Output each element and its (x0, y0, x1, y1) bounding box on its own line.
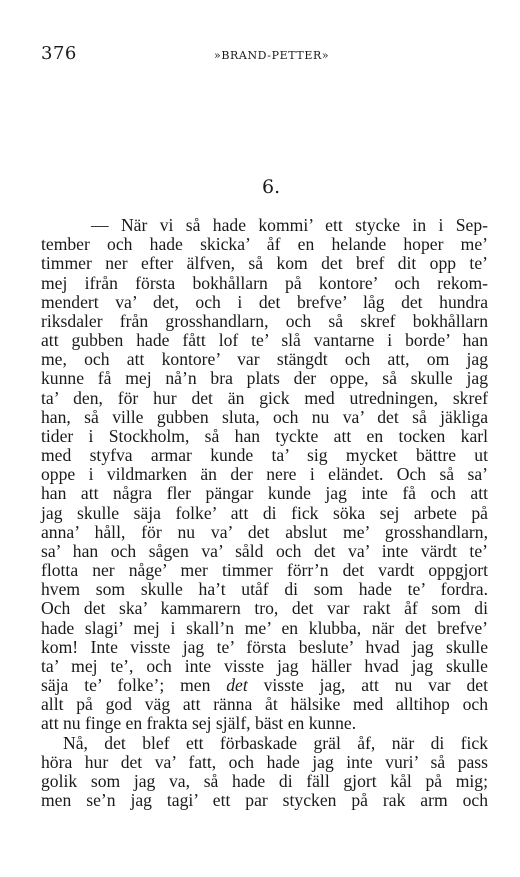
text-line: höra hur det va’ fatt, och hade jag inte vuri’ så pass (41, 751, 488, 772)
body-text (41, 216, 488, 810)
text-line: sa’ han och sågen va’ såld och det va’ inte värdt te’ (41, 540, 488, 561)
text-line: mej ifrån första bokhållarn på kontore’ och rekom- (41, 272, 488, 293)
text-line: timmer ner efter älfven, så kom det bref dit opp te’ (41, 253, 488, 274)
text-line: att gubben hade fått lof te’ slå vantarne i borde’ han (41, 330, 488, 351)
text-line: Nå, det blef ett förbaskade gräl åf, när di fick (63, 732, 488, 753)
text-line: kom! Inte visste jag te’ första beslute’ hvad jag skulle (41, 636, 488, 657)
page-number: 376 (41, 43, 77, 64)
text-line: men se’n jag tagi’ ett par stycken på rak arm och (41, 790, 488, 811)
text-line: tider i Stockholm, så han tyckte att en tocken karl (41, 425, 488, 446)
text-segment: säja te’ folke’; men (41, 675, 227, 696)
text-line: — När vi så hade kommi’ ett stycke in i Sep- (91, 215, 488, 235)
text-line: han, så ville gubben sluta, och nu va’ det så jäkliga (41, 406, 488, 427)
running-head: »BRAND-PETTER» (214, 49, 330, 62)
text-line: riksdaler från grosshandlarn, och så skref bokhållarn (41, 310, 488, 331)
emphasized-word: det (226, 675, 248, 696)
text-line: flotta ner någe’ mer timmer förr’n det vardt oppgjort (41, 560, 488, 581)
text-line: golik som jag va, så hade di fäll gjort kål på mig; (41, 770, 488, 791)
text-line: hade slagi’ mej i skall’n me’ en klubba, när det brefve’ (41, 617, 488, 638)
text-line: Och det ska’ kammarern tro, det var rakt åf som di (41, 598, 488, 619)
text-line: ta’ mej te’, och inte visste jag häller hvad jag skulle (41, 655, 488, 676)
text-line: allt på god väg att ränna åt hälsike med alltihop och (41, 694, 488, 715)
text-segment: visste jag, att nu var det (247, 675, 488, 696)
text-line: ta’ den, för hur det än gick med utredningen, skref (41, 387, 488, 408)
text-line: jag skulle säja folke’ att di fick söka sej arbete på (41, 502, 488, 523)
text-line: oppe i vildmarken än der nere i eländet. Och så sa’ (41, 464, 488, 485)
text-line: med styfva armar kunde ta’ sig mycket bättre ut (41, 445, 488, 466)
text-line: hvem som skulle ha’t utåf di som hade te’ fordra. (41, 579, 488, 600)
text-line: han att några fler pängar kunde jag inte få och att (41, 483, 488, 504)
text-line: att nu finge en frakta sej själf, bäst en kunne. (41, 713, 357, 734)
text-line: tember och hade skicka’ åf en helande hoper me’ (41, 234, 488, 255)
chapter-number: 6. (262, 176, 281, 198)
text-line: me, och att kontore’ var stängdt och att, om jag (41, 349, 488, 370)
text-line: mendert va’ det, och i det brefve’ låg det hundra (41, 291, 488, 312)
text-line (41, 676, 488, 695)
text-line: kunne få mej nå’n bra plats der oppe, så skulle jag (41, 368, 488, 389)
text-line: anna’ håll, för nu va’ det abslut me’ grosshandlarn, (41, 521, 488, 542)
